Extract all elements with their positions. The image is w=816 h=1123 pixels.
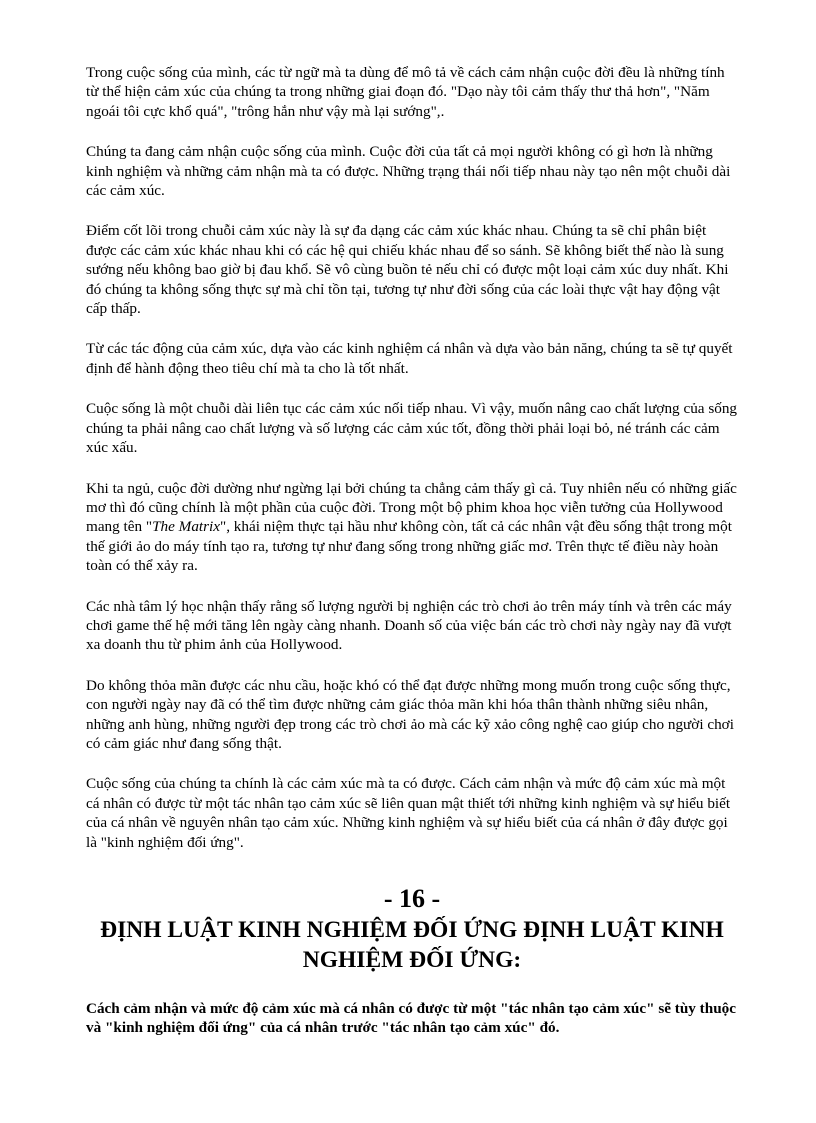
- document-page: [86, 63, 738, 1059]
- paragraph-9: Cuộc sống của chúng ta chính là các cảm xúc mà ta có được. Cách cảm nhận và mức độ cảm xúc mà một cá nhân có được từ một tác nhân tạo cảm xúc sẽ liên quan mật thiết tới những kinh nghiệm và sự hiểu biết của cá nhân về nguyên nhân tạo cảm xúc. Những kinh nghiệm và sự hiểu biết của cá nhân ở đây được gọi là "kinh nghiệm đối ứng".: [86, 775, 731, 851]
- movie-title: The Matrix: [152, 518, 221, 536]
- paragraph-8: Do không thỏa mãn được các nhu cầu, hoặc khó có thể đạt được những mong muốn trong cuộc sống thực, con người ngày nay đã có thể tìm được những cảm giác thỏa mãn khi hóa thân thành những siêu nhân, những anh hùng, những người đẹp trong các trò chơi ảo mà các kỹ xảo công nghệ cao giúp cho người chơi có cảm giác như đang sống thật.: [86, 676, 734, 752]
- paragraph-5: Cuộc sống là một chuỗi dài liên tục các cảm xúc nối tiếp nhau. Vì vậy, muốn nâng cao chất lượng của sống chúng ta phải nâng cao chất lượng và số lượng các cảm xúc tốt, đồng thời phải loại bỏ, né tránh các cảm xúc xấu.: [86, 400, 738, 457]
- paragraph-3: Điểm cốt lõi trong chuỗi cảm xúc này là sự đa dạng các cảm xúc khác nhau. Chúng ta sẽ chỉ phân biệt được các cảm xúc khác nhau khi có các hệ qui chiếu khác nhau để so sánh. Sẽ không biết thế nào là sung sướng nếu không bao giờ bị đau khổ. Sẽ vô cùng buồn tẻ nếu chỉ có được một loại cảm xúc duy nhất. Khi đó chúng ta không sống thực sự mà chỉ tồn tại, tương tự như đời sống của các loài thực vật hay động vật cấp thấp.: [86, 222, 729, 318]
- paragraph-6-text-before: Khi ta ngủ, cuộc đời dường như ngừng lại bởi chúng ta chẳng cảm thấy gì cả. Tuy nhiên nếu có những giấc mơ thì đó cũng chính là một phần của cuộc đời. Trong một bộ phim khoa học viễn tưởng của Hollywood mang tên ": [86, 479, 737, 536]
- paragraph-6: [86, 479, 738, 576]
- paragraph-1: Trong cuộc sống của mình, các từ ngữ mà ta dùng để mô tả về cách cảm nhận cuộc đời đều là những tính từ thể hiện cảm xúc của chúng ta trong những giai đoạn đó. "Dạo này tôi cảm thấy thư thả hơn", "Năm ngoái tôi cực khổ quá", "trông hắn như vậy mà lại sướng",.: [86, 64, 725, 120]
- chapter-title: ĐỊNH LUẬT KINH NGHIỆM ĐỐI ỨNG ĐỊNH LUẬT KINH NGHIỆM ĐỐI ỨNG:: [100, 917, 724, 973]
- paragraph-2: Chúng ta đang cảm nhận cuộc sống của mình. Cuộc đời của tất cả mọi người không có gì hơn là những kinh nghiệm và những cảm nhận mà ta có được. Những trạng thái nối tiếp nhau này tạo nên một chuỗi dài các cảm xúc.: [86, 143, 731, 200]
- paragraph-7: Các nhà tâm lý học nhận thấy rằng số lượng người bị nghiện các trò chơi ảo trên máy tính và trên các máy chơi game thế hệ mới tăng lên ngày càng nhanh. Doanh số của việc bán các trò chơi này ngày nay đã vượt xa doanh thu từ phim ảnh của Hollywood.: [86, 597, 732, 654]
- chapter-number: - 16 -: [383, 884, 441, 913]
- paragraph-6-text-after: ", khái niệm thực tại hầu như không còn, tất cả các nhân vật đều sống thật trong một thế giới ảo do máy tính tạo ra, tương tự như đang sống trong những giấc mơ. Trên thực tế điều này hoàn toàn có thể xảy ra.: [86, 518, 732, 575]
- law-statement: Cách cảm nhận và mức độ cảm xúc mà cá nhân có được từ một "tác nhân tạo cảm xúc" sẽ tùy thuộc và "kinh nghiệm đối ứng" của cá nhân trước "tác nhân tạo cảm xúc" đó.: [86, 1000, 736, 1037]
- paragraph-4: Từ các tác động của cảm xúc, dựa vào các kinh nghiệm cá nhân và dựa vào bản năng, chúng ta sẽ tự quyết định để hành động theo tiêu chí mà ta cho là tốt nhất.: [86, 340, 733, 377]
